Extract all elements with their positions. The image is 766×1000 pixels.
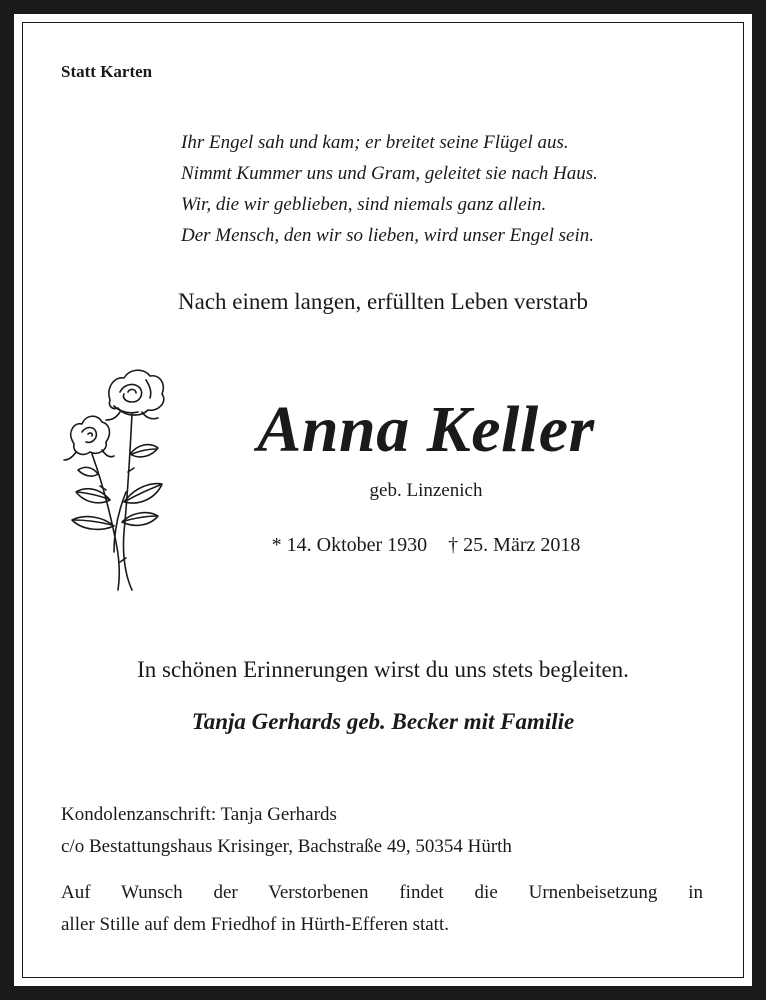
address-line: c/o Bestattungshaus Krisinger, Bachstraße 49, 50354 Hürth [61, 836, 512, 857]
memory-line: In schönen Erinnerungen wirst du uns stets begleiten. [137, 657, 629, 682]
note-line: aller Stille auf dem Friedhof in Hürth-Efferen statt. [61, 914, 449, 935]
condolence-address [61, 799, 512, 863]
note-line: Auf Wunsch der Verstorbenen findet die Urnenbeisetzung in [61, 882, 703, 903]
rose-illustration-icon [58, 362, 170, 594]
family-signature: Tanja Gerhards geb. Becker mit Familie [191, 709, 575, 734]
poem-line: Wir, die wir geblieben, sind niemals ganz allein. [181, 194, 547, 215]
deceased-name: Anna Keller [257, 393, 595, 466]
poem [181, 127, 598, 251]
poem-line: Nimmt Kummer uns und Gram, geleitet sie nach Haus. [181, 163, 598, 184]
maiden-name: geb. Linzenich [369, 480, 483, 501]
poem-line: Ihr Engel sah und kam; er breitet seine Flügel aus. [181, 132, 569, 153]
birth-date: * 14. Oktober 1930 [271, 534, 428, 556]
life-dates [196, 534, 656, 557]
intro-line: Nach einem langen, erfüllten Leben verstarb [178, 289, 588, 314]
address-line: Kondolenzanschrift: Tanja Gerhards [61, 804, 337, 825]
burial-note [61, 877, 703, 941]
death-date: † 25. März 2018 [448, 534, 581, 556]
poem-line: Der Mensch, den wir so lieben, wird unser Engel sein. [181, 225, 595, 246]
notice-heading: Statt Karten [61, 62, 153, 81]
